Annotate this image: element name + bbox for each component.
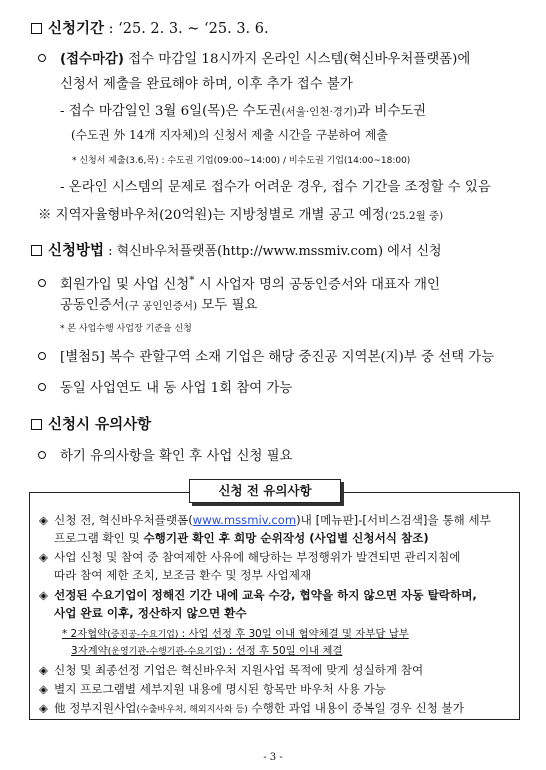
sub-2-text: : 선정 후 50일 이내 체결 <box>225 645 343 657</box>
method-text: : 혁신바우처플랫폼(http://www.mssmiv.com) 에서 신청 <box>104 244 442 259</box>
square-bullet-icon <box>31 245 42 256</box>
closing-label: (접수마감) <box>60 52 124 67</box>
box-item-6 <box>39 702 464 716</box>
box-item-3-cont: 사업 완료 이후, 정산하지 않으면 환수 <box>54 606 247 620</box>
method-bullet-1-text: 회원가입 및 사업 신청 <box>60 277 190 293</box>
notes-heading-line <box>31 417 151 434</box>
period-heading: 신청기간 <box>48 21 105 37</box>
period-dates: : ‘25. 2. 3. ~ ‘25. 3. 6. <box>104 21 269 37</box>
sub-2-small: (운영기관-수행기관-수요기업) <box>107 647 226 657</box>
box-item-6-text-a: 他 정부지원사업 <box>54 701 137 715</box>
box-sub-2 <box>71 645 342 658</box>
period-bullet-1 <box>38 52 470 68</box>
period-dash-1-cont: (수도권 外 14개 지자체)의 신청서 제출 시간을 구분하여 제출 <box>71 128 388 142</box>
cert-text: 공동인증서 <box>60 298 125 313</box>
method-note: * 본 사업수행 사업장 기준을 신청 <box>60 324 192 334</box>
box-item-1 <box>39 514 491 528</box>
square-bullet-icon <box>31 419 42 430</box>
circle-bullet-icon <box>38 279 46 287</box>
method-heading: 신청방법 <box>48 243 105 259</box>
circle-bullet-icon <box>38 451 46 459</box>
footnote-mark: * <box>189 274 195 286</box>
cert-small: (구 공인인증서) <box>124 300 198 312</box>
reference-date: (‘25.2월 중) <box>384 210 444 222</box>
square-bullet-icon <box>31 23 42 34</box>
cert-text-b: 모두 필요 <box>197 298 258 313</box>
method-bullet-1 <box>38 274 440 294</box>
diamond-bullet-icon: ◈ <box>39 550 48 564</box>
period-dash-1 <box>60 104 426 120</box>
period-bullet-1-text: 접수 마감일 18시까지 온라인 시스템(혁신바우처플랫폼)에 <box>123 52 471 67</box>
diamond-bullet-icon: ◈ <box>39 701 48 715</box>
method-bullet-1-text-b: 시 사업자 명의 공동인증서와 대표자 개인 <box>194 277 440 293</box>
dash-1-text-a: - 접수 마감일인 3월 6일(목)은 수도권 <box>60 104 282 119</box>
box-item-4 <box>39 664 423 678</box>
box-item-2-text: 사업 신청 및 참여 중 참여제한 사유에 해당하는 부정행위가 발견되면 관리지침에 <box>54 550 461 564</box>
box-item-6-small: (수출바우처, 해외지사화 등) <box>136 705 248 715</box>
method-bullet-2-text: [별첨5] 복수 관할구역 소재 기업은 해당 중진공 지역본(지)부 중 선택 가능 <box>60 350 495 365</box>
box-item-4-text: 신청 및 최종선정 기업은 혁신바우처 지원사업 목적에 맞게 성실하게 참여 <box>54 663 424 677</box>
sub-1-text: : 사업 선정 후 30일 이내 협약체결 및 자부담 납부 <box>178 628 409 640</box>
box-item-1-text-a: 신청 전, 혁신바우처플랫폼( <box>54 513 193 527</box>
box-item-1-cont <box>54 532 429 546</box>
period-dash-2: - 온라인 시스템의 문제로 접수가 어려운 경우, 접수 기간을 조정할 수 있음 <box>60 180 491 195</box>
box-item-6-text-b: 수행한 과업 내용이 중복일 경우 신청 불가 <box>247 701 464 715</box>
circle-bullet-icon <box>38 383 46 391</box>
page-number: - 3 - <box>263 752 283 763</box>
circle-bullet-icon <box>38 54 46 62</box>
diamond-bullet-icon: ◈ <box>39 588 48 602</box>
box-item-5 <box>39 683 386 697</box>
method-bullet-3-text: 동일 사업연도 내 동 사업 1회 참여 가능 <box>60 381 293 396</box>
period-heading-line <box>31 21 269 38</box>
box-item-3-text: 선정된 수요기업이 정해진 기간 내에 교육 수강, 협약을 하지 않으면 자동 탈락하며, <box>54 588 477 602</box>
box-item-3 <box>39 589 477 603</box>
sub-1-small: (중진공-수요기업) <box>107 630 179 640</box>
sub-1-label: * 2자협약 <box>62 628 108 640</box>
box-item-1-text-b: )내 [메뉴판]-[서비스검색]을 통해 세부 <box>296 513 491 527</box>
method-heading-line <box>31 243 442 260</box>
notes-bullet-1-text: 하기 유의사항을 확인 후 사업 신청 필요 <box>60 449 293 464</box>
period-reference <box>38 208 443 224</box>
method-bullet-3 <box>38 381 292 397</box>
box-item-1-text-c: 프로그램 확인 및 <box>54 531 144 545</box>
box-item-5-text: 별지 프로그램별 세부지원 내용에 명시된 항목만 바우처 사용 가능 <box>54 682 386 696</box>
diamond-bullet-icon: ◈ <box>39 682 48 696</box>
box-item-2 <box>39 551 460 565</box>
circle-bullet-icon <box>38 352 46 360</box>
diamond-bullet-icon: ◈ <box>39 513 48 527</box>
dash-1-small: (서울·인천·경기) <box>281 106 358 118</box>
reference-text: ※ 지역자율형바우처(20억원)는 지방청별로 개별 공고 예정 <box>38 208 385 223</box>
period-note-1: * 신청서 제출(3.6,목) : 수도권 기업(09:00~14:00) / 비수도권 기업(14:00~18:00) <box>72 156 411 166</box>
dash-1-text-b: 과 비수도권 <box>357 104 427 119</box>
box-item-1-bold: 수행기관 확인 후 희망 순위작성 (사업별 신청서식 참조) <box>143 531 429 545</box>
box-sub-1 <box>62 628 409 641</box>
method-bullet-1-cont <box>60 298 257 314</box>
diamond-bullet-icon: ◈ <box>39 663 48 677</box>
platform-link[interactable]: www.mssmiv.com <box>192 513 297 527</box>
method-bullet-2 <box>38 350 494 366</box>
period-bullet-1-cont: 신청서 제출을 완료해야 하며, 이후 추가 접수 불가 <box>60 77 353 92</box>
caution-box-title: 신청 전 유의사항 <box>189 479 341 503</box>
notes-heading: 신청시 유의사항 <box>48 417 152 433</box>
sub-2-label: 3자계약 <box>71 645 108 657</box>
notes-bullet-1 <box>38 449 293 465</box>
box-item-2-cont: 따라 참여 제한 조치, 보조금 환수 및 정부 사업제재 <box>54 568 312 582</box>
